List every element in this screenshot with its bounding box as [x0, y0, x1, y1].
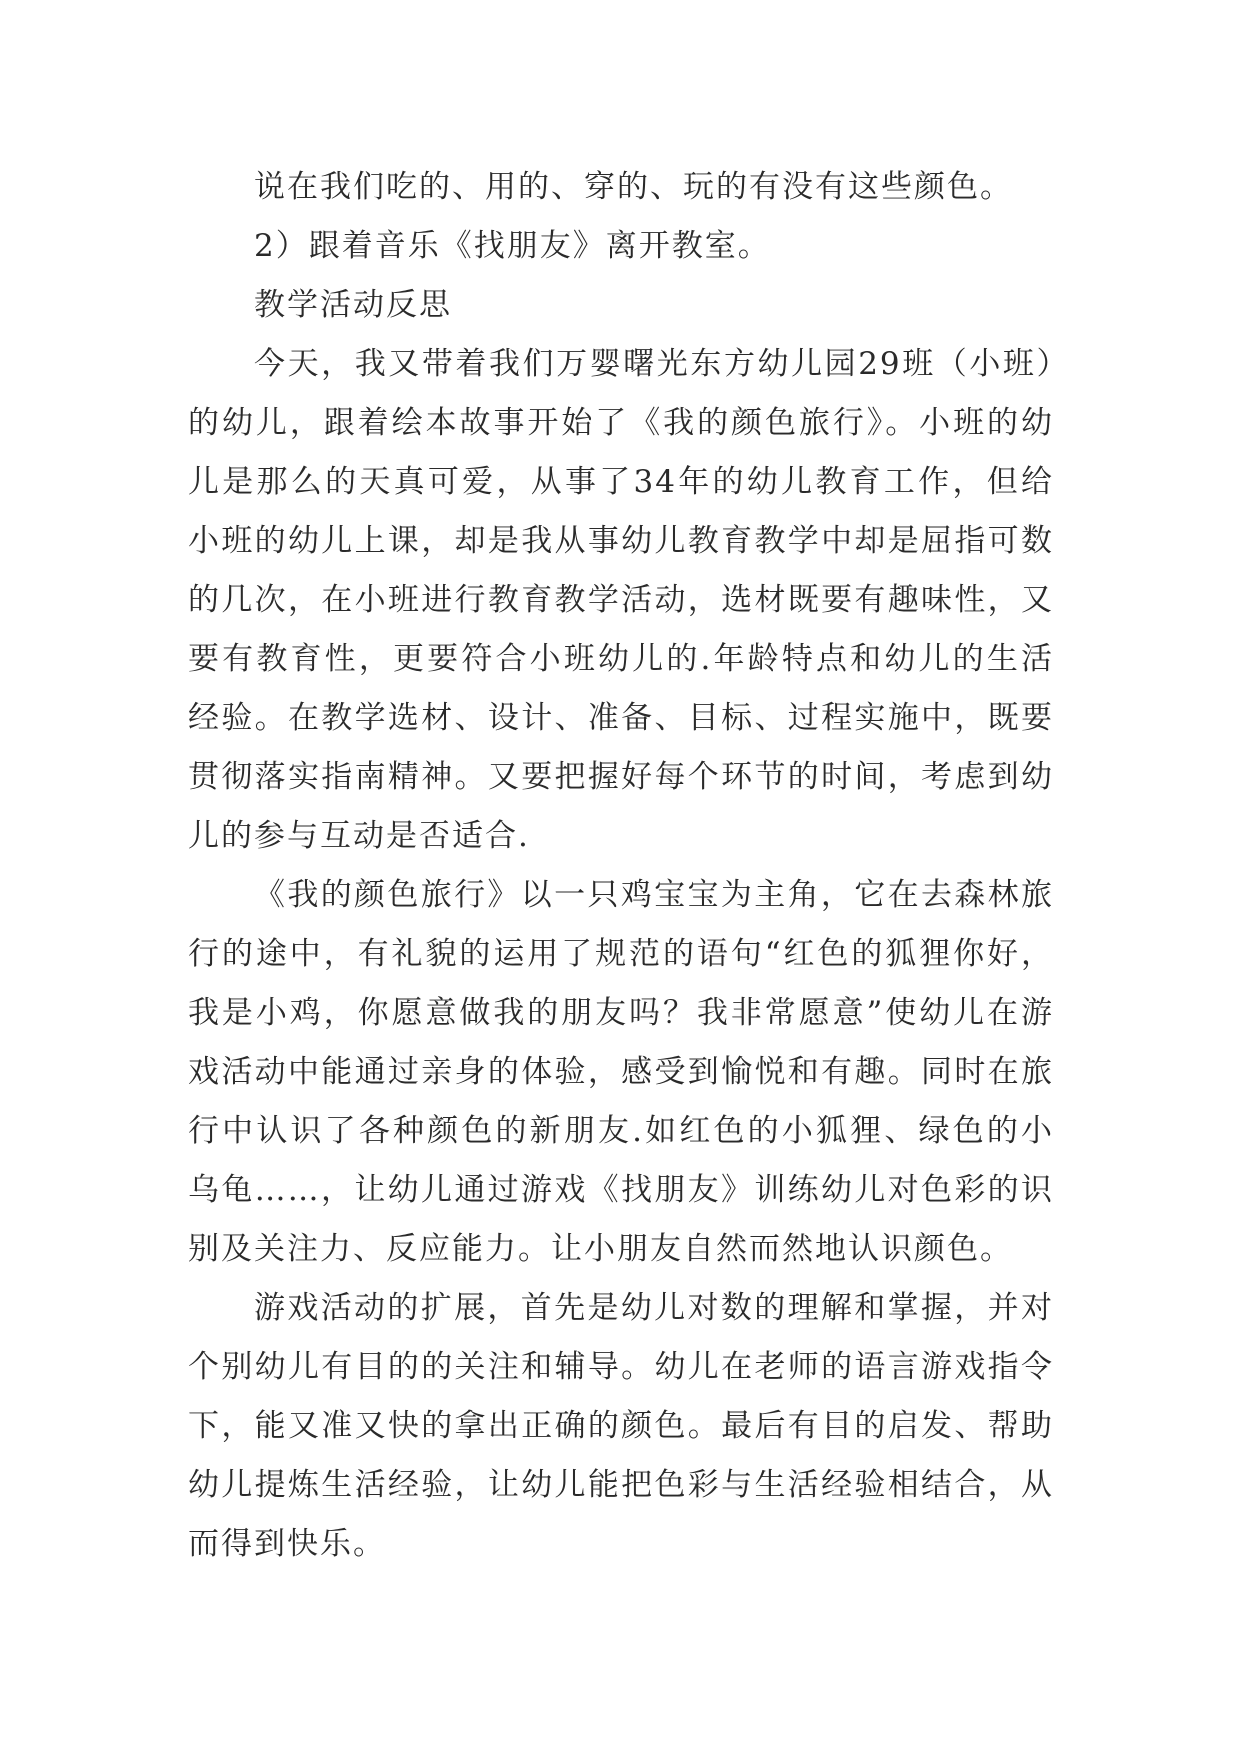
section-heading-reflection: 教学活动反思 — [254, 287, 452, 323]
paragraph-activity-extension: 游戏活动的扩展，首先是幼儿对数的理解和掌握，并对个别幼儿有目的的关注和辅导。幼儿在老师的语言游戏指令下，能又准又快的拿出正确的颜色。最后有目的启发、帮助幼儿提炼生活经验，让幼儿能把色彩与生活经验相结合，从而得到快乐。 — [188, 1290, 1054, 1562]
document-body — [188, 158, 1054, 1574]
paragraph-color-question: 说在我们吃的、用的、穿的、玩的有没有这些颜色。 — [254, 169, 1013, 205]
paragraph-story-description: 《我的颜色旅行》以一只鸡宝宝为主角，它在去森林旅行的途中，有礼貌的运用了规范的语句“红色的狐狸你好，我是小鸡，你愿意做我的朋友吗？我非常愿意”使幼儿在游戏活动中能通过亲身的体验，感受到愉悦和有趣。同时在旅行中认识了各种颜色的新朋友.如红色的小狐狸、绿色的小乌龟……，让幼儿通过游戏《找朋友》训练幼儿对色彩的识别及关注力、反应能力。让小朋友自然而然地认识颜色。 — [188, 877, 1054, 1267]
paragraph-music-exit: 2）跟着音乐《找朋友》离开教室。 — [254, 228, 771, 264]
paragraph-reflection-intro: 今天，我又带着我们万婴曙光东方幼儿园29班（小班）的幼儿，跟着绘本故事开始了《我的颜色旅行》。小班的幼儿是那么的天真可爱，从事了34年的幼儿教育工作，但给小班的幼儿上课，却是我从事幼儿教育教学中却是屈指可数的几次，在小班进行教育教学活动，选材既要有趣味性，又要有教育性，更要符合小班幼儿的.年龄特点和幼儿的生活经验。在教学选材、设计、准备、目标、过程实施中，既要贯彻落实指南精神。又要把握好每个环节的时间，考虑到幼儿的参与互动是否适合. — [188, 346, 1054, 854]
